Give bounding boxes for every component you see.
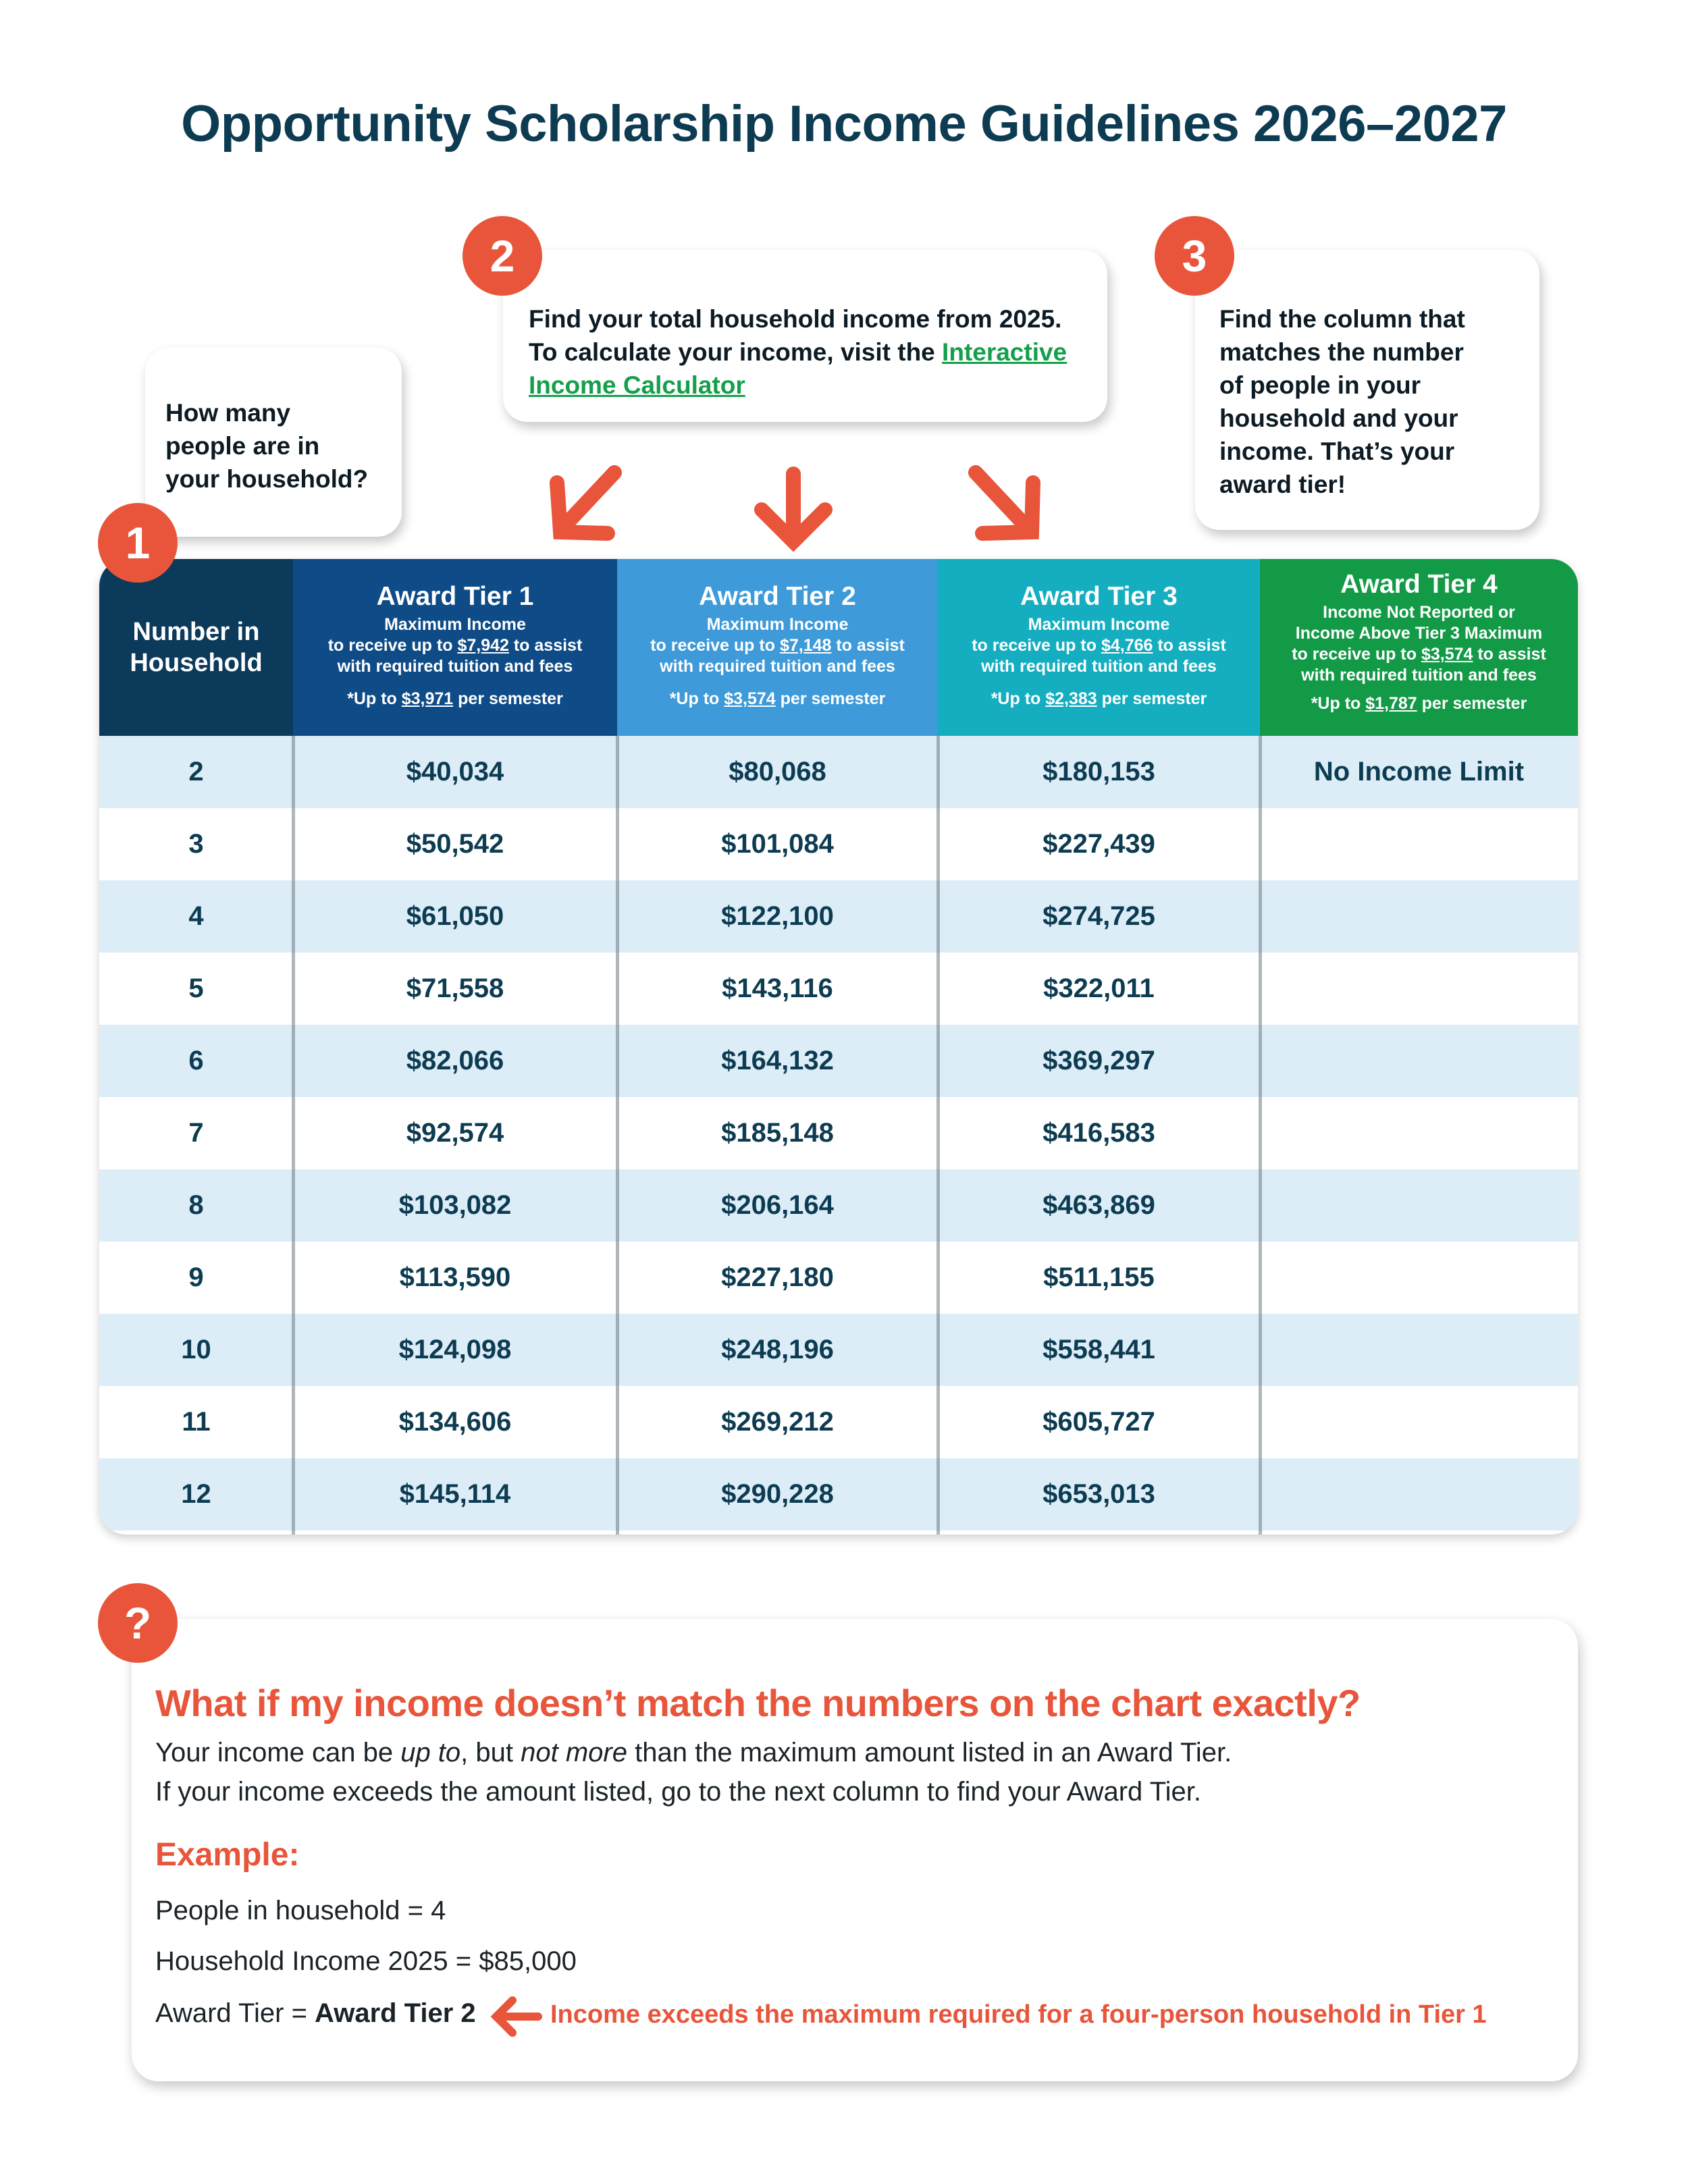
page-title: Opportunity Scholarship Income Guidelines 2026–2027 [181, 95, 1507, 153]
cell-tier3: $558,441 [1043, 1335, 1155, 1364]
question-mark-icon: ? [98, 1583, 178, 1663]
step3-text-line: of people in your [1219, 371, 1421, 399]
tier-sub: Maximum Income [706, 615, 849, 634]
tier-sub: Maximum Income [384, 615, 526, 634]
tier-sem: per semester [453, 689, 563, 708]
cell-tier1: $61,050 [406, 901, 504, 931]
tier-sem: *Up to [1311, 694, 1366, 713]
cell-tier4 [1260, 1025, 1578, 1097]
tier-sub: to receive up to [327, 636, 458, 655]
cell-household-size: 6 [188, 1046, 204, 1075]
table-row [99, 1169, 1578, 1242]
header-number-in-household [99, 559, 293, 736]
example-label: Example: [155, 1837, 300, 1873]
cell-tier2: $164,132 [721, 1046, 834, 1075]
cell-household-size: 11 [182, 1407, 211, 1437]
cell-tier1: $50,542 [406, 829, 504, 859]
step3-text-line: income. That’s your [1219, 437, 1455, 465]
cell-tier4 [1260, 1169, 1578, 1242]
cell-household-size: 5 [188, 974, 204, 1003]
cell-tier2: $80,068 [729, 757, 826, 787]
arrow-left-icon [490, 1995, 542, 2038]
tier-name: Award Tier 3 [1020, 582, 1178, 611]
step3-number-badge: 3 [1155, 216, 1234, 296]
tier-sem-amount: $2,383 [1045, 689, 1097, 708]
header-tier-4 [1260, 559, 1578, 736]
cell-tier1: $71,558 [406, 974, 504, 1003]
cell-tier4 [1260, 880, 1578, 953]
table-header [99, 559, 1578, 736]
cell-tier4 [1260, 1458, 1578, 1530]
example-note: Income exceeds the maximum required for a four-person household in Tier 1 [550, 2000, 1487, 2029]
step1-text-line: people are in [165, 432, 320, 460]
step3-bubble [1195, 250, 1539, 530]
step1-text-line: How many [165, 399, 291, 427]
cell-tier3: $463,869 [1043, 1190, 1155, 1220]
faq-text-italic: not more [521, 1738, 627, 1767]
cell-tier4 [1260, 1097, 1578, 1169]
step3-text-line: Find the column that [1219, 305, 1465, 333]
cell-tier4 [1260, 953, 1578, 1025]
cell-household-size: 9 [188, 1262, 204, 1292]
faq-text: Award Tier = [155, 1998, 315, 2028]
tier-award-amount: $4,766 [1101, 636, 1153, 655]
cell-tier1: $92,574 [406, 1118, 504, 1148]
tier-sem: per semester [1417, 694, 1527, 713]
step2-line1: Find your total household income from 2025. [529, 305, 1062, 333]
column-divider [616, 736, 619, 1535]
cell-tier3: $274,725 [1043, 901, 1155, 931]
cell-tier4 [1260, 1386, 1578, 1458]
cell-tier4 [1260, 1314, 1578, 1386]
step1-number-badge: 1 [98, 503, 178, 583]
cell-tier1: $40,034 [406, 757, 504, 787]
table-row [99, 1025, 1578, 1097]
cell-tier3: $416,583 [1043, 1118, 1155, 1148]
tier-award-amount: $7,148 [779, 636, 832, 655]
cell-tier1: $124,098 [398, 1335, 512, 1364]
tier-sub: Maximum Income [1028, 615, 1170, 634]
tier-sub: with required tuition and fees [981, 657, 1217, 676]
faq-text-bold: Award Tier 2 [315, 1998, 476, 2028]
tier-sub: to receive up to [972, 636, 1101, 655]
faq-text: Your income can be [155, 1738, 401, 1767]
step2-bubble [503, 250, 1107, 422]
tier-sub: to receive up to [650, 636, 780, 655]
cell-tier2: $185,148 [721, 1118, 834, 1148]
tier-name: Award Tier 2 [699, 582, 856, 611]
tier-sub: to assist [508, 636, 583, 655]
table-row [99, 880, 1578, 953]
faq-title: What if my income doesn’t match the numbers on the chart exactly? [155, 1682, 1361, 1724]
tier-sub: to assist [1473, 645, 1546, 664]
interactive-calculator-link[interactable]: Interactive [942, 338, 1067, 366]
tier-sem: *Up to [347, 689, 402, 708]
tier-sub: to assist [1153, 636, 1226, 655]
cell-tier2: $269,212 [721, 1407, 834, 1437]
header-label-line: Number in [132, 618, 260, 646]
tier-sub: to assist [831, 636, 905, 655]
step2-line2: To calculate your income, visit the [529, 338, 935, 366]
cell-tier1: $145,114 [399, 1479, 511, 1509]
cell-tier3: $369,297 [1043, 1046, 1155, 1075]
tier-sem-amount: $3,574 [724, 689, 776, 708]
cell-tier2: $206,164 [721, 1190, 834, 1220]
cell-tier2: $122,100 [721, 901, 834, 931]
tier-sub: to receive up to [1292, 645, 1421, 664]
table-row [99, 1314, 1578, 1386]
faq-line1 [155, 1738, 1232, 1768]
tier-sem: per semester [1097, 689, 1207, 708]
tier-sem-amount: $3,971 [401, 689, 454, 708]
header-tier-3 [938, 559, 1260, 736]
tier-award-amount: $3,574 [1421, 645, 1473, 664]
header-tier-1 [293, 559, 617, 736]
cell-tier4 [1260, 808, 1578, 880]
cell-tier2: $248,196 [721, 1335, 834, 1364]
step1-text-line: your household? [165, 465, 369, 493]
example-people: People in household = 4 [155, 1896, 446, 1925]
tier-name: Award Tier 4 [1340, 570, 1498, 599]
cell-tier2: $101,084 [721, 829, 834, 859]
cell-household-size: 10 [181, 1335, 211, 1364]
cell-tier3: $227,439 [1043, 829, 1155, 859]
cell-tier2: $227,180 [721, 1262, 834, 1292]
cell-tier3: $605,727 [1043, 1407, 1155, 1437]
header-label-line: Household [130, 649, 263, 677]
tier-name: Award Tier 1 [376, 582, 534, 611]
table-row [99, 1097, 1578, 1169]
table-row [99, 1242, 1578, 1314]
cell-tier1: $113,590 [399, 1262, 511, 1292]
cell-household-size: 8 [188, 1190, 204, 1220]
cell-household-size: 4 [188, 901, 204, 931]
table-row [99, 1386, 1578, 1458]
interactive-calculator-link-cont[interactable]: Income Calculator [529, 371, 745, 399]
cell-tier1: $82,066 [406, 1046, 504, 1075]
tier-sub: Income Not Reported or [1323, 603, 1515, 622]
tier-sub: with required tuition and fees [337, 657, 573, 676]
cell-household-size: 3 [188, 829, 204, 859]
tier-sub: with required tuition and fees [660, 657, 895, 676]
faq-text: than the maximum amount listed in an Award Tier. [627, 1738, 1232, 1767]
faq-text: , but [460, 1738, 521, 1767]
faq-line2: If your income exceeds the amount listed, go to the next column to find your Award Tier. [155, 1777, 1202, 1807]
cell-tier3: $653,013 [1043, 1479, 1155, 1509]
tier-sub: with required tuition and fees [1301, 666, 1537, 685]
table-row [99, 1458, 1578, 1530]
cell-tier4 [1260, 1242, 1578, 1314]
step2-number-badge: 2 [463, 216, 542, 296]
example-income: Household Income 2025 = $85,000 [155, 1946, 577, 1976]
tier-sem: *Up to [669, 689, 724, 708]
table-row [99, 808, 1578, 880]
table-row [99, 736, 1578, 808]
tier-sub: Income Above Tier 3 Maximum [1295, 624, 1543, 643]
step3-text-line: matches the number [1219, 338, 1464, 366]
tier-award-amount: $7,942 [457, 636, 509, 655]
faq-text-italic: up to [400, 1738, 461, 1767]
cell-tier1: $134,606 [398, 1407, 512, 1437]
cell-tier1: $103,082 [398, 1190, 512, 1220]
tier-sem: *Up to [991, 689, 1046, 708]
column-divider [1259, 736, 1262, 1535]
cell-tier2: $143,116 [722, 974, 833, 1003]
example-award-tier [155, 1998, 476, 2029]
table-row [99, 953, 1578, 1025]
cell-tier3: $180,153 [1043, 757, 1155, 787]
tier-sem: per semester [775, 689, 886, 708]
income-table [99, 559, 1578, 1535]
cell-tier2: $290,228 [721, 1479, 834, 1509]
cell-household-size: 7 [188, 1118, 204, 1148]
cell-household-size: 2 [188, 757, 204, 787]
step3-text-line: award tier! [1219, 471, 1346, 498]
arrow-down-right-icon [959, 459, 1053, 554]
table-body [99, 736, 1578, 1530]
arrow-down-left-icon [540, 459, 635, 554]
column-divider [292, 736, 295, 1535]
cell-tier3: $322,011 [1043, 974, 1155, 1003]
arrow-down-icon [749, 466, 837, 554]
cell-tier3: $511,155 [1043, 1262, 1155, 1292]
tier-sem-amount: $1,787 [1365, 694, 1417, 713]
column-divider [937, 736, 940, 1535]
header-tier-2 [617, 559, 938, 736]
cell-household-size: 12 [181, 1479, 211, 1509]
step3-text-line: household and your [1219, 404, 1458, 432]
cell-tier4: No Income Limit [1313, 757, 1525, 787]
step1-bubble [145, 348, 402, 537]
